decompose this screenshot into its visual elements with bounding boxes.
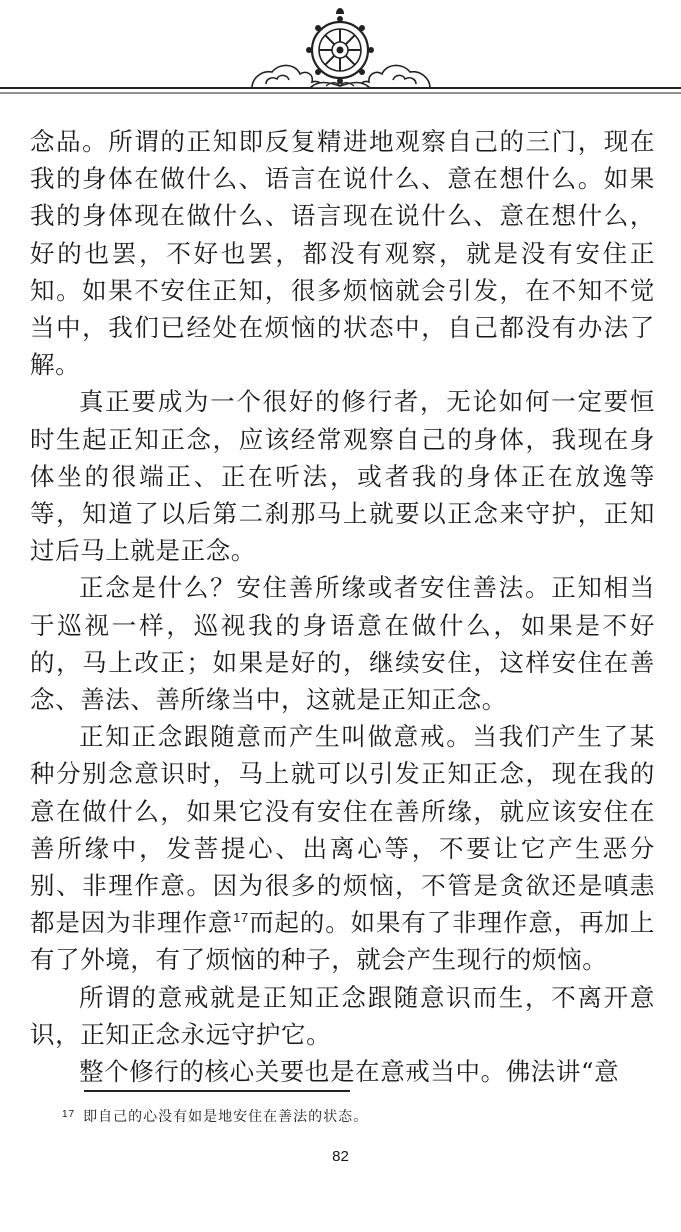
main-text — [30, 123, 655, 1090]
paragraph-4-part-1: 正知正念跟随意而产生叫做意戒。当我们产生了某种分别念意识时，马上就可以引发正知正念，现在我的意在做什么，如果它没有安住在善所缘，就应该安住在善所缘中，发菩提心、出离心等，不要让它产生恶分别、非理作意。因为很多的烦恼，不管是贪欲还是嗔恚都是因为非理作意 — [30, 722, 655, 938]
footnote — [62, 1106, 622, 1126]
page-header-ornament — [0, 0, 681, 105]
page-number: 82 — [332, 1148, 349, 1165]
footnote-number: 17 — [62, 1109, 76, 1120]
paragraph-1: 念品。所谓的正知即反复精进地观察自己的三门，现在我的身体在做什么、语言在说什么、意在想什么。如果我的身体现在做什么、语言现在说什么、意在想什么，好的也罢，不好也罢，都没有观察，就是没有安住正知。如果不安住正知，很多烦恼就会引发，在不知不觉当中，我们已经处在烦恼的状态中，自己都没有办法了解。 — [30, 127, 655, 380]
paragraph-4 — [30, 718, 655, 978]
paragraph-6: 整个修行的核心关要也是在意戒当中。佛法讲“意 — [79, 1057, 620, 1087]
paragraph-4-part-2: 而起的。如果有了非理作意，再加上有了外境，有了烦恼的种子，就会产生现行的烦恼。 — [30, 908, 655, 975]
paragraph-3: 正念是什么？安住善所缘或者安住善法。正知相当于巡视一样，巡视我的身语意在做什么，如果是不好的，马上改正；如果是好的，继续安住，这样安住在善念、善法、善所缘当中，这就是正知正念。 — [30, 573, 655, 715]
footnote-ref[interactable]: 17 — [233, 910, 249, 926]
paragraph-2: 真正要成为一个很好的修行者，无论如何一定要恒时生起正知正念，应该经常观察自己的身体，我现在身体坐的很端正、正在听法，或者我的身体正在放逸等等，知道了以后第二刹那马上就要以正念来守护，正知过后马上就是正念。 — [30, 387, 655, 566]
dharma-wheel-icon — [0, 0, 681, 105]
footnote-text: 即自己的心没有如是地安住在善法的状态。 — [83, 1109, 369, 1125]
paragraph-5: 所谓的意戒就是正知正念跟随意识而生，不离开意识，正知正念永远守护它。 — [30, 982, 655, 1049]
footnote-divider — [84, 1090, 350, 1092]
